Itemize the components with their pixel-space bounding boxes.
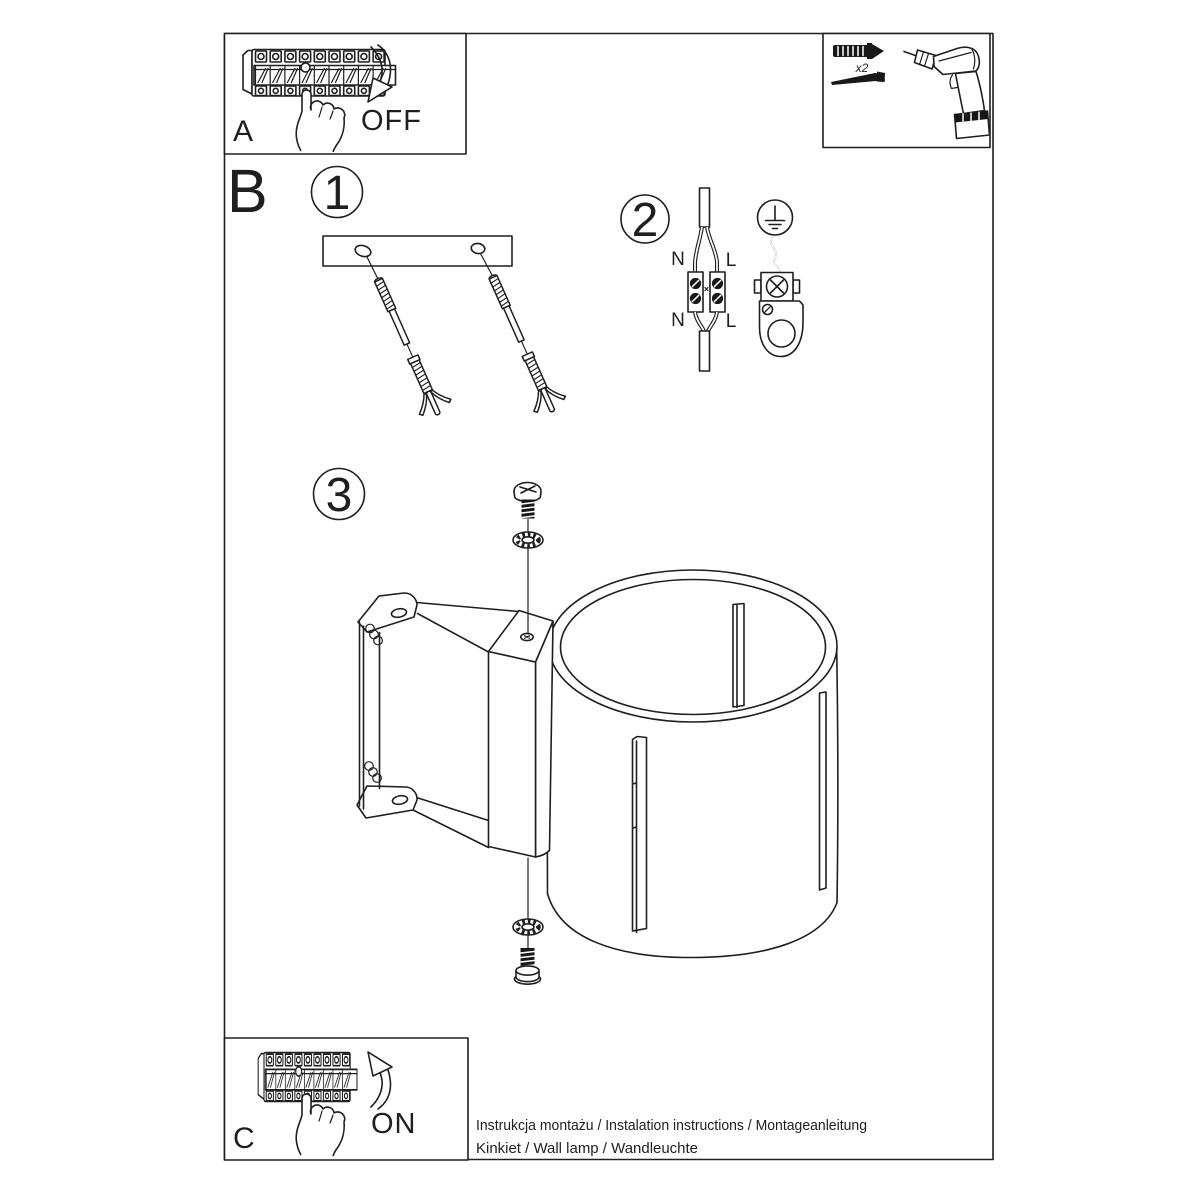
ground-symbol-icon bbox=[758, 200, 793, 235]
footer bbox=[476, 1118, 867, 1157]
step-1 bbox=[312, 167, 569, 422]
screw-bottom-icon bbox=[515, 948, 541, 984]
label-neutral-bottom: N bbox=[671, 310, 685, 331]
screw-top-icon bbox=[514, 483, 541, 519]
lamp-cable-bottom bbox=[700, 331, 710, 371]
label-neutral-top: N bbox=[671, 249, 685, 270]
screw-anchor-left bbox=[362, 271, 454, 421]
footer-product-line: Kinkiet / Wall lamp / Wandleuchte bbox=[476, 1141, 698, 1157]
step-2 bbox=[621, 188, 803, 371]
wire-split-top bbox=[695, 227, 717, 272]
ground-wire bbox=[771, 238, 780, 271]
panel-c-label: C bbox=[233, 1122, 255, 1155]
step-1-number: 1 bbox=[323, 167, 351, 220]
step-3 bbox=[314, 469, 838, 985]
lamp-shade-cylinder bbox=[547, 570, 837, 958]
power-off-label: OFF bbox=[361, 105, 422, 137]
footer-instructions-line: Instrukcja montażu / Instalation instructions / Montageanleitung bbox=[476, 1118, 867, 1134]
label-live-top: L bbox=[725, 250, 737, 271]
step-2-number: 2 bbox=[631, 194, 659, 247]
panel-tools bbox=[823, 34, 990, 148]
label-live-bottom: L bbox=[725, 311, 737, 332]
screw-anchor-right bbox=[477, 268, 569, 418]
power-on-label: ON bbox=[371, 1108, 417, 1140]
wire-merge-bottom bbox=[695, 312, 717, 331]
anchor-quantity-label: x2 bbox=[855, 61, 869, 75]
step-3-number: 3 bbox=[325, 469, 353, 522]
section-b-label: B bbox=[227, 157, 268, 225]
mounting-block bbox=[489, 611, 554, 858]
shade-slot-front bbox=[633, 737, 647, 933]
panel-power-off bbox=[225, 34, 467, 155]
lock-washer-bottom-icon bbox=[513, 919, 543, 935]
shade-slot-right bbox=[820, 692, 827, 890]
supply-cable-top bbox=[700, 188, 710, 227]
panel-power-on bbox=[225, 1038, 469, 1160]
lock-washer-top-icon bbox=[513, 532, 543, 548]
panel-a-label: A bbox=[233, 115, 254, 148]
terminal-block bbox=[688, 272, 725, 312]
ground-clamp bbox=[755, 273, 804, 357]
